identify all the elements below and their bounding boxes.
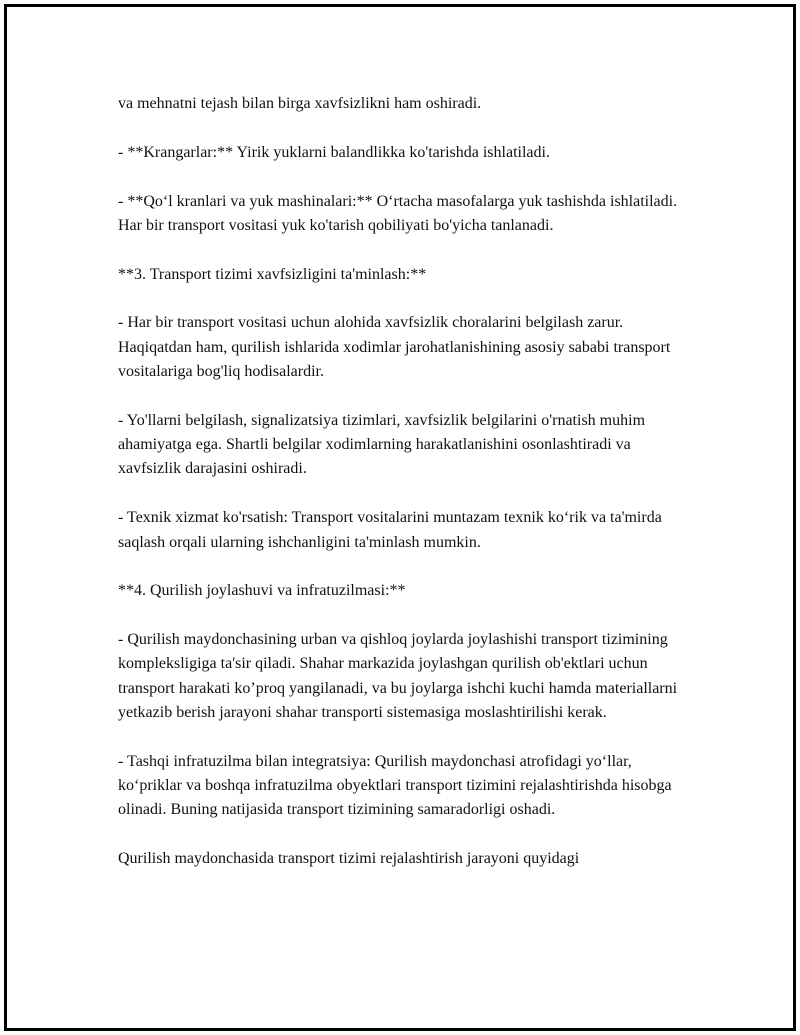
list-item-texnik-xizmat: - Texnik xizmat ko'rsatish: Transport vositalarini muntazam texnik ko‘rik va ta'mirda saqlash orqali ularning ishchanligini ta'minlash mumkin. [118,509,662,551]
section-heading-3: **3. Transport tizimi xavfsizligini ta'minlash:** [118,265,427,283]
list-item-yollarni-belgilash: - Yo'llarni belgilash, signalizatsiya tizimlari, xavfsizlik belgilarini o'rnatish muhim ahamiyatga ega. Shartli belgilar xodimlarning harakatlanishini osonlashtiradi va xavfsizlik darajasini oshiradi. [118,411,646,478]
list-item-krangarlar: - **Krangarlar:** Yirik yuklarni balandlikka ko'tarishda ishlatiladi. [118,143,550,161]
paragraph-closing: Qurilish maydonchasida transport tizimi rejalashtirish jarayoni quyidagi [118,850,580,868]
list-item-qurilish-maydonchasi: - Qurilish maydonchasining urban va qishloq joylarda joylashishi transport tizimining kompleksligiga ta'sir qiladi. Shahar markazida joylashgan qurilish ob'ektlari uchun transport harakati ko’proq yangilanadi, va bu joylarga ishchi kuchi hamda materiallarni yetkazib berish jarayoni shahar transporti sistemasiga moslashtirilishi kerak. [118,631,678,722]
document-body [118,92,690,896]
list-item-xavfsizlik-choralari: - Har bir transport vositasi uchun alohida xavfsizlik choralarini belgilash zarur. Haqiqatdan ham, qurilish ishlarida xodimlar jarohatlanishining asosiy sababi transport vositalariga bog'liq hodisalardir. [118,314,671,381]
list-item-qol-kranlari: - **Qo‘l kranlari va yuk mashinalari:** O‘rtacha masofalarga yuk tashishda ishlatiladi. Har bir transport vositasi yuk ko'tarish qobiliyati bo'yicha tanlanadi. [118,192,678,234]
section-heading-4: **4. Qurilish joylashuvi va infratuzilmasi:** [118,582,406,600]
paragraph-continuation: va mehnatni tejash bilan birga xavfsizlikni ham oshiradi. [118,95,482,112]
list-item-tashqi-infratuzilma: - Tashqi infratuzilma bilan integratsiya: Qurilish maydonchasi atrofidagi yo‘llar, ko‘priklar va boshqa infratuzilma obyektlari transport tizimini rejalashtirishda hisobga olinadi. Buning natijasida transport tizimining samaradorligi oshadi. [118,752,672,819]
